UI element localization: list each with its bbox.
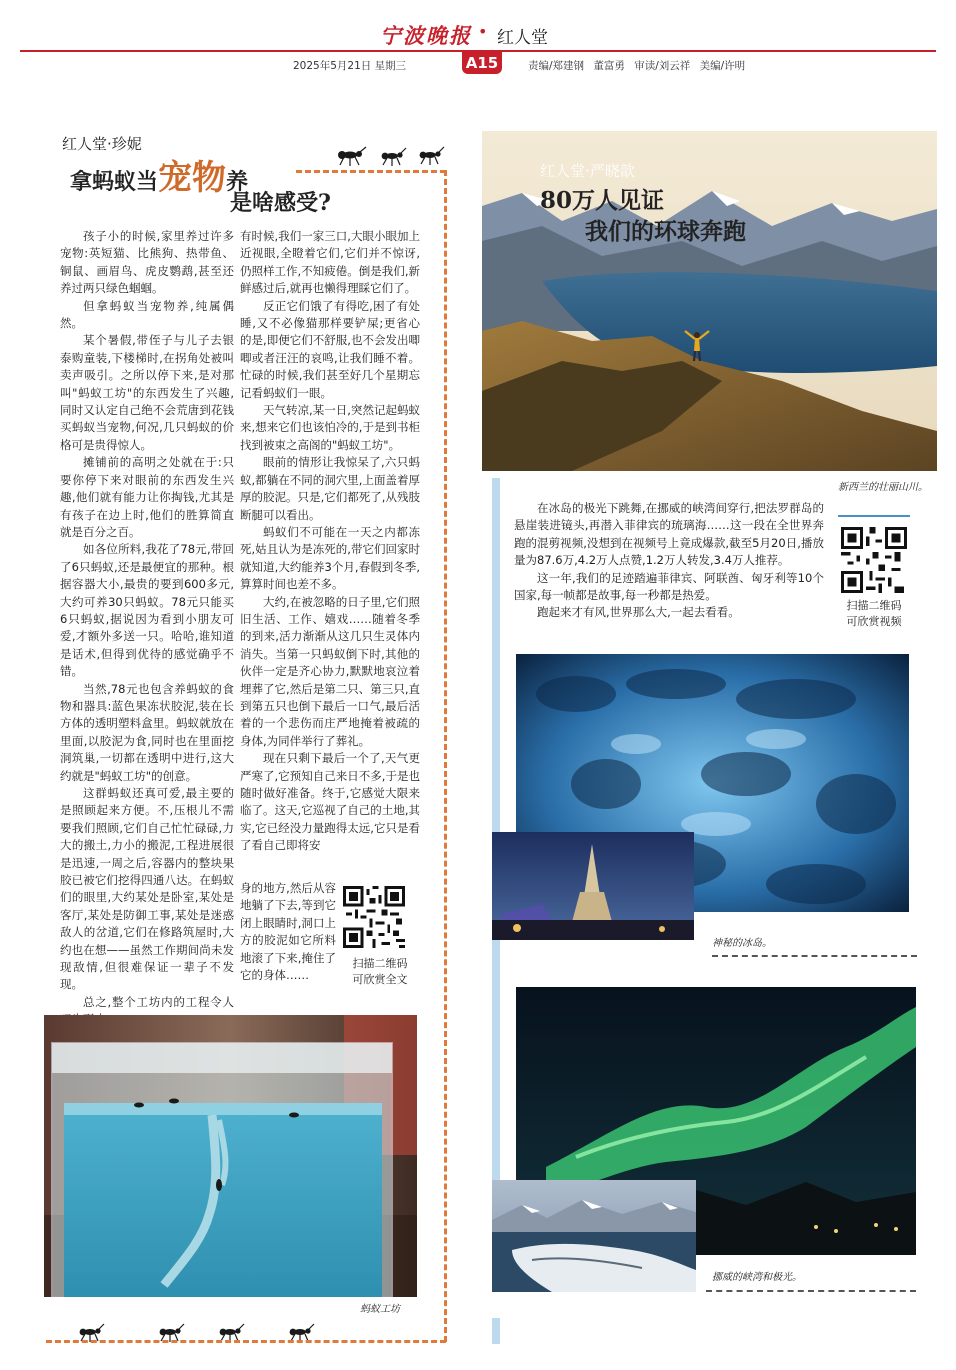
paragraph: 有时候,我们一家三口,大眼小眼加上近视眼,全瞪着它们,它们并不惊讶,仍照样工作,不知疲倦。倒是我们,新鲜感过后,就再也懒得理睬它们了。	[240, 229, 420, 296]
ant-farm-photo	[44, 1015, 417, 1297]
caption-divider	[712, 955, 917, 957]
photo-caption: 新西兰的壮丽山川。	[838, 482, 928, 493]
qr-code-icon[interactable]	[343, 886, 405, 948]
paragraph: 孩子小的时候,家里养过许多宠物:英短猫、比熊狗、热带鱼、铜鼠、画眉鸟、虎皮鹦鹉,甚至还养过两只绿色蝈蝈。	[60, 229, 234, 296]
photo-caption: 挪威的峡湾和极光。	[712, 1272, 802, 1283]
headline-prefix: 拿蚂蚁当	[70, 169, 159, 195]
paragraph: 跑起来才有风,世界那么大,一起去看看。	[537, 605, 740, 620]
qr-caption: 扫描二维码 可欣赏全文	[352, 957, 408, 986]
newspaper-logo: 宁波晚报	[380, 23, 472, 48]
headline-highlight: 宠物	[158, 158, 227, 198]
headline-suffix: 养	[226, 169, 249, 195]
paragraph: 当然,78元也包含养蚂蚁的食物和器具:蓝色果冻状胶泥,装在长方体的透明塑料盒里。蚂蚁就放在里面,以胶泥为食,同时也在里面挖洞筑巢,一切都在透明中进行,这大约就是"蚂蚁工坊"的创意。	[60, 681, 234, 783]
masthead	[0, 0, 956, 80]
iceland-church-photo	[492, 832, 694, 940]
paragraph: 身的地方,然后从容地躺了下去,等到它闭上眼睛时,洞口上方的胶泥如它所料地滚了下来,掩住了它的身体……	[240, 881, 336, 983]
right-article-body	[514, 500, 824, 622]
section-name: 红人堂	[497, 28, 548, 48]
left-headline-line1	[70, 150, 248, 199]
qr-rule	[838, 515, 910, 517]
ants-decoration-icon	[330, 143, 450, 169]
norway-fjord-photo	[492, 1180, 696, 1292]
paragraph: 摊铺前的高明之处就在于:只要你停下来对眼前的东西发生兴趣,他们就有能力让你掏钱,尤其是有孩子在边上时,他们的胜算简直就是百分之百。	[60, 455, 234, 539]
qr-code-icon[interactable]	[841, 527, 907, 593]
paragraph: 反正它们饿了有得吃,困了有处睡,又不必像猫那样要铲屎;更省心的是,即便它们不舒服,也不会发出唧唧或者汪汪的哀鸣,让我们睡不着。忙碌的时候,我们甚至好几个星期忘记看蚂蚁们一眼。	[240, 298, 420, 400]
page-number-badge: A15	[462, 52, 502, 74]
photo-caption: 蚂蚁工坊	[360, 1304, 400, 1315]
right-headline-line1: 80万人见证	[540, 187, 665, 214]
right-column-tag: 红人堂·严晓歆	[540, 162, 635, 180]
left-headline-line2: 是啥感受?	[230, 190, 331, 216]
paragraph: 这群蚂蚁还真可爱,最主要的是照顾起来方便。不,压根儿不需要我们照顾,它们自己忙忙碌碌,力大的搬土,力小的搬泥,工程进展很是迅速,一周之后,容器内的整块果胶已被它们挖得四通八达。在蚂蚁们的眼里,大约某处是卧室,某处是客厅,某处是防御工事,某处是迷惑敌人的岔道,它们在修路筑屋时,大约也在想——虽然工作期间尚未发现敌情,但很难保证一辈子不发现。	[60, 786, 234, 992]
left-article-column-2	[240, 228, 420, 855]
paragraph: 如各位所料,我花了78元,带回了6只蚂蚁,还是最便宜的那种。根据容器大小,最贵的要到600多元,大约可养30只蚂蚁。78元只能买6只蚂蚁,据说因为看到小朋友可爱,才额外多送一只。哈哈,谁知道是话术,但得到优待的感觉确乎不错。	[60, 542, 234, 679]
editor-credits: 责编/郑建钢 董富勇 审读/刘云祥 美编/许明	[528, 60, 746, 72]
paragraph: 蚂蚁们不可能在一天之内都冻死,姑且认为是冻死的,带它们回家时就知道,大约能养3个月,春假到冬季,算算时间也差不多。	[240, 524, 420, 592]
qr-caption: 扫描二维码 可欣赏视频	[846, 599, 902, 628]
paragraph: 眼前的情形让我惊呆了,六只蚂蚁,都躺在不同的洞穴里,上面盖着厚厚的胶泥。只是,它们都死了,从残肢断腿可以看出。	[240, 455, 420, 522]
paragraph: 但拿蚂蚁当宠物养,纯属偶然。	[60, 298, 234, 331]
dashed-border-bottom	[46, 1340, 446, 1343]
dashed-border-top	[296, 170, 446, 173]
paragraph: 天气转凉,某一日,突然记起蚂蚁来,想来它们也该怕冷的,于是到书柜找到被束之高阁的"蚂蚁工坊"。	[240, 403, 420, 452]
left-column-tag: 红人堂·珍妮	[62, 135, 142, 153]
paragraph: 某个暑假,带侄子与儿子去银泰购童装,下楼梯时,在拐角处被叫卖声吸引。之所以停下来,是对那叫"蚂蚁工坊"的东西发生了兴趣,同时又认定自己绝不会荒唐到花钱买蚂蚁当宠物,何况,几只蚂蚁的价格可是贵得惊人。	[60, 333, 234, 452]
paragraph: 大约,在被忽略的日子里,它们照旧生活、工作、嬉戏……随着冬季的到来,活力渐渐从这几只生灵体内消失。当第一只蚂蚁倒下时,其他的伙伴一定是齐心协力,默默地哀泣着埋葬了它,然后是第二只、第三只,直到第五只也倒下最后一口气,最后活着的一个悲伤而庄严地掩着被疏的身体,为同伴举行了葬礼。	[240, 594, 420, 748]
caption-divider	[706, 1290, 916, 1292]
left-article-column-2-tail	[240, 880, 336, 984]
dashed-border-right	[444, 170, 447, 1342]
paragraph: 现在只剩下最后一个了,天气更严寒了,它预知自己来日不多,于是也随时做好准备。终于,它感觉大限来临了。这天,它巡视了自己的土地,其实,它已经没力量跑得太远,它只是看了看自己即将安	[240, 751, 420, 853]
paragraph: 总之,整个工坊内的工程令人	[83, 994, 234, 1009]
masthead-dot: •	[478, 22, 488, 41]
photo-caption: 神秘的冰岛。	[712, 938, 772, 949]
right-headline-line2: 我们的环球奔跑	[585, 218, 746, 245]
paragraph: 这一年,我们的足迹踏遍菲律宾、阿联酋、匈牙利等10个国家,每一帧都是故事,每一秒都是热爱。	[514, 570, 824, 603]
issue-date: 2025年5月21日 星期三	[293, 60, 407, 72]
left-article-column-1	[60, 228, 234, 1046]
paragraph: 在冰岛的极光下跳舞,在挪威的峡湾间穿行,把法罗群岛的悬崖装进镜头,再潜入菲律宾的琉璃海……这一段在全世界奔跑的混剪视频,没想到在视频号上竟成爆款,截至5月20日,播放量为87.6万,4.2万人点赞,1.2万人转发,3.4万人推荐。	[514, 501, 824, 568]
